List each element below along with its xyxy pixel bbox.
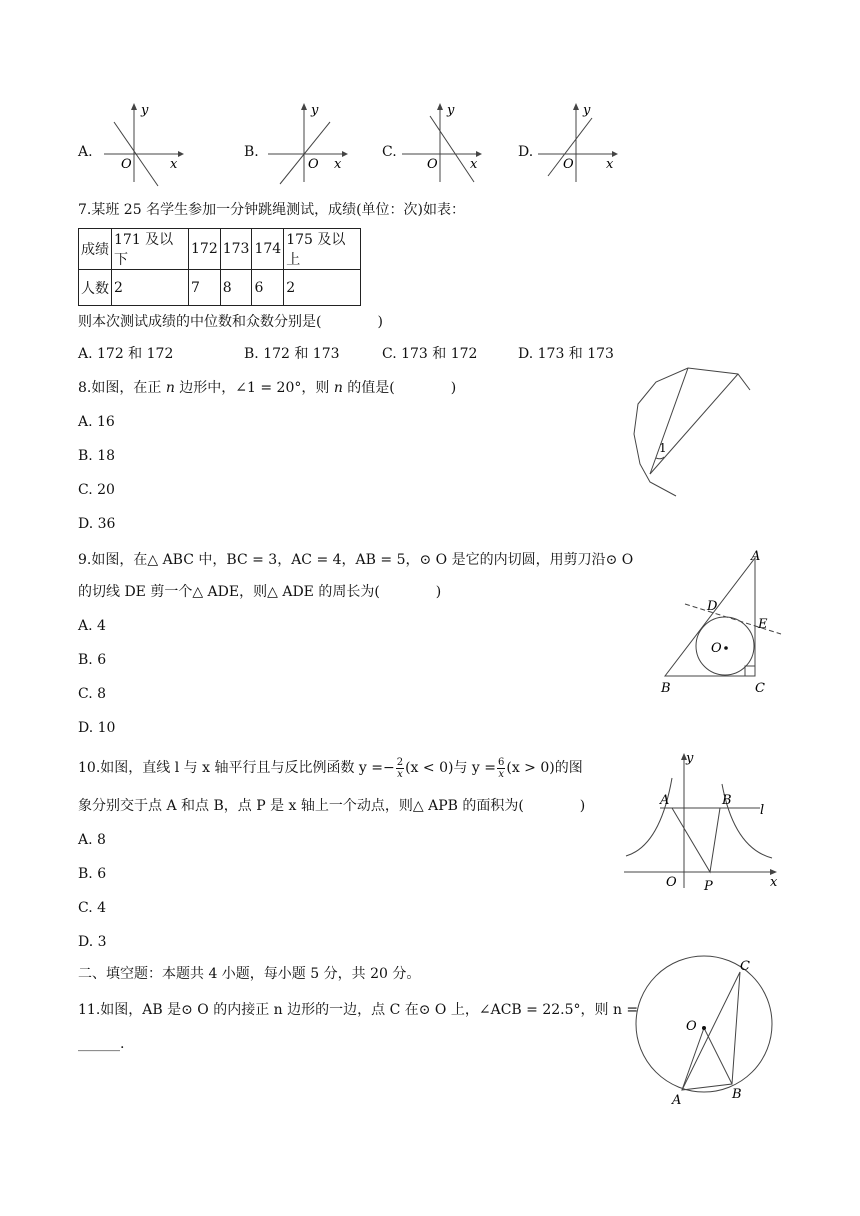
q6-option-b-label: B. <box>244 144 259 160</box>
axis-y-label: y <box>447 103 455 118</box>
table-cell: 173 <box>220 229 252 270</box>
fraction-denominator: x <box>397 768 403 780</box>
q11-stem-line1: 11.如图，AB 是⊙ O 的内接正 n 边形的一边，点 C 在⊙ O 上，∠ACB = 22.5°，则 n = <box>78 1002 639 1018</box>
q10-stem-part-c: (x > 0)的图 <box>506 760 583 776</box>
fraction-numerator: 2 <box>396 756 404 768</box>
origin-label: O <box>427 157 438 172</box>
table-cell: 2 <box>112 270 189 306</box>
q9-stem-line2: 的切线 DE 剪一个△ ADE，则△ ADE 的周长为( ) <box>78 584 442 600</box>
point-b-label: B <box>661 681 671 696</box>
table-cell: 171 及以下 <box>112 229 189 270</box>
fraction-denominator: x <box>498 768 504 780</box>
q8-stem <box>78 378 456 398</box>
table-cell: 7 <box>189 270 221 306</box>
axis-y-label: y <box>583 103 591 118</box>
q8-stem-mid: 边形中，∠1 = 20°，则 <box>174 380 334 396</box>
fraction-numerator: 6 <box>498 756 505 768</box>
q10-option-b: B. 6 <box>78 866 107 882</box>
point-b-label: B <box>722 793 732 808</box>
point-p-label: P <box>704 879 713 894</box>
q8-polygon-figure <box>628 362 758 502</box>
q10-option-c: C. 4 <box>78 900 107 916</box>
point-c-label: C <box>740 959 750 974</box>
q6-option-a-graph <box>100 100 190 190</box>
q6-option-d-graph <box>534 100 624 190</box>
origin-label: O <box>121 157 132 172</box>
q11-answer-line <box>78 1034 124 1054</box>
point-d-label: D <box>707 599 718 614</box>
table-cell: 8 <box>220 270 252 306</box>
q11-period: . <box>120 1036 125 1052</box>
q10-stem-line1 <box>78 756 583 780</box>
q7-option-a: A. 172 和 172 <box>78 346 174 362</box>
table-cell: 6 <box>252 270 284 306</box>
origin-label: O <box>563 157 574 172</box>
q6-option-b-graph <box>264 100 354 190</box>
q8-stem-suffix: 的值是( ) <box>342 380 457 396</box>
point-o-label: O <box>711 641 722 656</box>
q7-option-d: D. 173 和 173 <box>518 346 614 362</box>
q7-option-b: B. 172 和 173 <box>244 346 340 362</box>
q10-stem-part-b: (x < 0)与 y = <box>405 760 496 776</box>
q8-option-c: C. 20 <box>78 482 115 498</box>
point-a-label: A <box>672 1093 682 1106</box>
axis-x-label: x <box>470 157 478 172</box>
point-c-label: C <box>755 681 765 696</box>
point-a-label: A <box>751 549 761 564</box>
point-e-label: E <box>758 617 768 632</box>
section-2-heading: 二、填空题：本题共 4 小题，每小题 5 分，共 20 分。 <box>78 966 421 982</box>
origin-label: O <box>308 157 319 172</box>
q10-fraction-2 <box>497 757 505 780</box>
axis-y-label: y <box>141 103 149 118</box>
q10-option-d: D. 3 <box>78 934 107 950</box>
point-b-label: B <box>732 1087 742 1102</box>
table-cell: 174 <box>252 229 284 270</box>
q8-option-d: D. 36 <box>78 516 116 532</box>
q10-stem-part-a: 10.如图，直线 l 与 x 轴平行且与反比例函数 y =− <box>78 760 395 776</box>
q9-option-b: B. 6 <box>78 652 107 668</box>
q6-option-a-label: A. <box>78 144 93 160</box>
point-a-label: A <box>660 793 670 808</box>
q9-triangle-figure <box>655 548 790 696</box>
q9-stem-line1: 9.如图，在△ ABC 中，BC = 3，AC = 4，AB = 5，⊙ O 是它的内切圆，用剪刀沿⊙ O <box>78 552 634 568</box>
table-cell: 175 及以上 <box>284 229 361 270</box>
q7-option-c: C. 173 和 172 <box>382 346 478 362</box>
q10-fraction-1 <box>396 757 404 780</box>
table-row <box>79 270 361 306</box>
q10-stem-line2: 象分别交于点 A 和点 B，点 P 是 x 轴上一个动点，则△ APB 的面积为( ) <box>78 798 586 814</box>
q7-question: 则本次测试成绩的中位数和众数分别是( ) <box>78 314 383 330</box>
q7-score-table <box>78 228 361 306</box>
q8-option-b: B. 18 <box>78 448 116 464</box>
axis-x-label: x <box>606 157 614 172</box>
q8-option-a: A. 16 <box>78 414 115 430</box>
axis-x-label: x <box>334 157 342 172</box>
axis-y-label: y <box>686 751 694 766</box>
point-o-label: O <box>686 1019 697 1034</box>
axis-x-label: x <box>770 875 778 890</box>
table-cell: 2 <box>284 270 361 306</box>
q9-option-d: D. 10 <box>78 720 116 736</box>
q10-option-a: A. 8 <box>78 832 106 848</box>
table-cell: 人数 <box>79 270 112 306</box>
q8-stem-prefix: 8.如图，在正 <box>78 380 166 396</box>
q9-option-a: A. 4 <box>78 618 106 634</box>
q8-var-n: n <box>333 380 343 396</box>
q9-option-c: C. 8 <box>78 686 107 702</box>
q8-var-n: n <box>165 380 175 396</box>
q6-option-c-label: C. <box>382 144 397 160</box>
q6-option-d-label: D. <box>518 144 534 160</box>
origin-label: O <box>666 875 677 890</box>
q11-answer-blank[interactable]: ______ <box>78 1036 120 1052</box>
q11-circle-figure <box>632 952 782 1106</box>
angle-1-label: 1 <box>659 441 667 455</box>
axis-y-label: y <box>311 103 319 118</box>
table-cell: 172 <box>189 229 221 270</box>
axis-x-label: x <box>170 157 178 172</box>
table-row <box>79 229 361 270</box>
q6-option-c-graph <box>398 100 488 190</box>
table-cell: 成绩 <box>79 229 112 270</box>
q10-hyperbola-figure <box>622 748 782 896</box>
q7-stem: 7.某班 25 名学生参加一分钟跳绳测试，成绩(单位：次)如表： <box>78 202 465 218</box>
line-l-label: l <box>760 803 765 818</box>
